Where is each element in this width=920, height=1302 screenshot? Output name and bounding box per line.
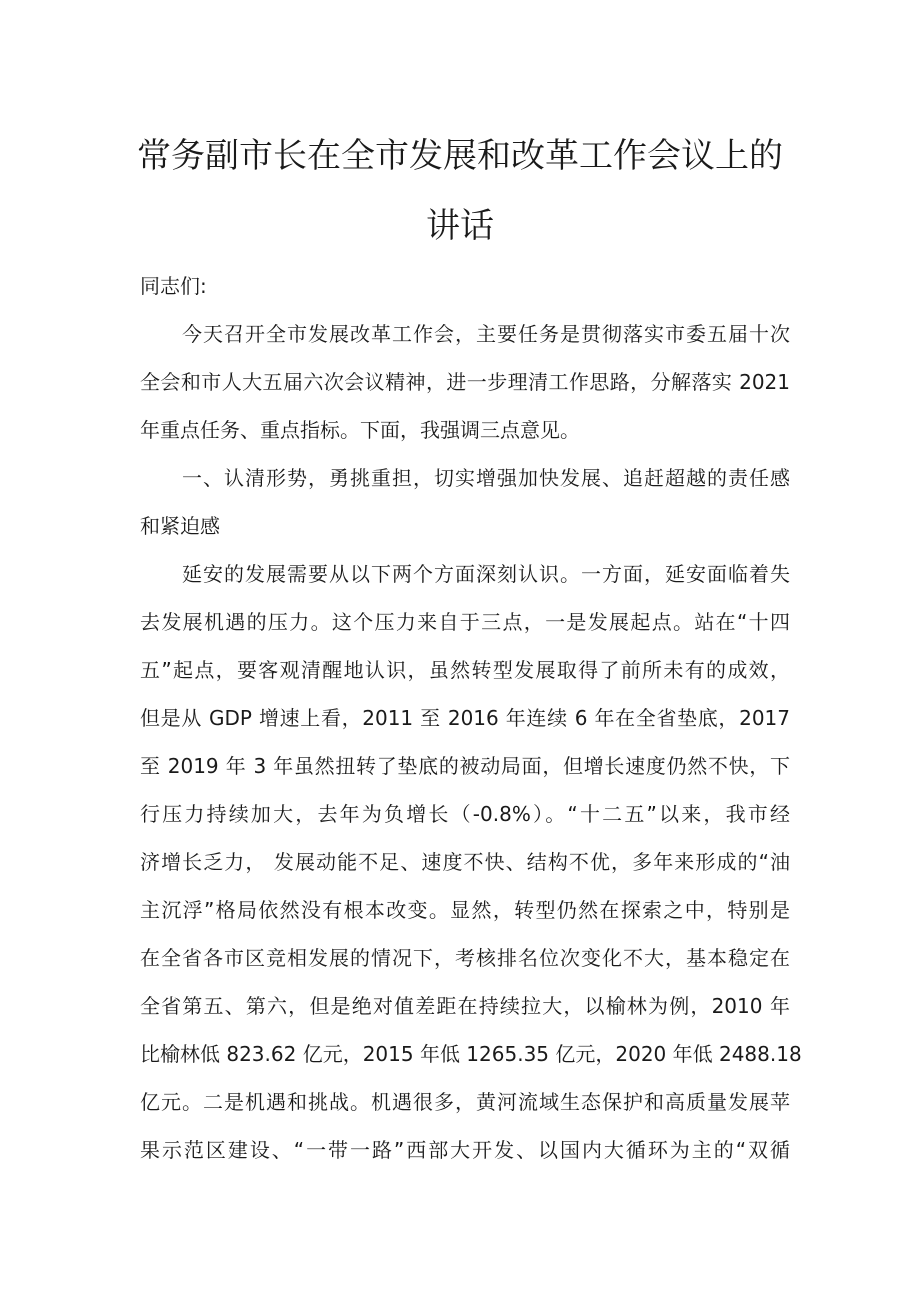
paragraph-line: 济增长乏力， 发展动能不足、速度不快、结构不优，多年来形成的“油 <box>140 850 790 874</box>
heading-line: 一、认清形势，勇挑重担，切实增强加快发展、追赶超越的责任感 <box>140 466 790 490</box>
paragraph-line: 全会和市人大五届六次会议精神，进一步理清工作思路，分解落实 2021 <box>140 370 790 394</box>
paragraph-line: 行压力持续加大，去年为负增长（-0.8%）。“十二五”以来，我市经 <box>140 802 790 826</box>
salutation <box>140 262 790 310</box>
heading-line: 和紧迫感 <box>140 514 220 538</box>
paragraph-2 <box>140 550 802 1174</box>
paragraph-line: 主沉浮”格局依然没有根本改变。显然，转型仍然在探索之中，特别是 <box>140 898 790 922</box>
document-title-line-1: 常务副市长在全市发展和改革工作会议上的 <box>137 136 783 176</box>
section-heading-1 <box>140 454 790 550</box>
salutation-text: 同志们: <box>140 274 207 298</box>
paragraph-line: 延安的发展需要从以下两个方面深刻认识。一方面，延安面临着失 <box>140 562 790 586</box>
paragraph-line: 在全省各市区竞相发展的情况下，考核排名位次变化不大，基本稳定在 <box>140 946 790 970</box>
paragraph-line: 今天召开全市发展改革工作会，主要任务是贯彻落实市委五届十次 <box>140 322 790 346</box>
paragraph-line: 比榆林低 823.62 亿元，2015 年低 1265.35 亿元，2020 年低 2488.18 <box>140 1042 802 1066</box>
paragraph-line: 年重点任务、重点指标。下面，我强调三点意见。 <box>140 418 580 442</box>
paragraph-line: 果示范区建设、“一带一路”西部大开发、以国内大循环为主的“双循 <box>140 1138 790 1162</box>
document-title-line-2: 讲话 <box>426 206 494 246</box>
paragraph-line: 去发展机遇的压力。这个压力来自于三点，一是发展起点。站在“十四 <box>140 610 790 634</box>
paragraph-1 <box>140 310 790 454</box>
paragraph-line: 亿元。二是机遇和挑战。机遇很多，黄河流域生态保护和高质量发展苹 <box>140 1090 790 1114</box>
paragraph-line: 至 2019 年 3 年虽然扭转了垫底的被动局面，但增长速度仍然不快，下 <box>140 754 790 778</box>
paragraph-line: 但是从 GDP 增速上看，2011 至 2016 年连续 6 年在全省垫底，2017 <box>140 706 790 730</box>
paragraph-line: 五”起点，要客观清醒地认识，虽然转型发展取得了前所未有的成效， <box>140 658 790 682</box>
paragraph-line: 全省第五、第六，但是绝对值差距在持续拉大，以榆林为例，2010 年 <box>140 994 790 1018</box>
